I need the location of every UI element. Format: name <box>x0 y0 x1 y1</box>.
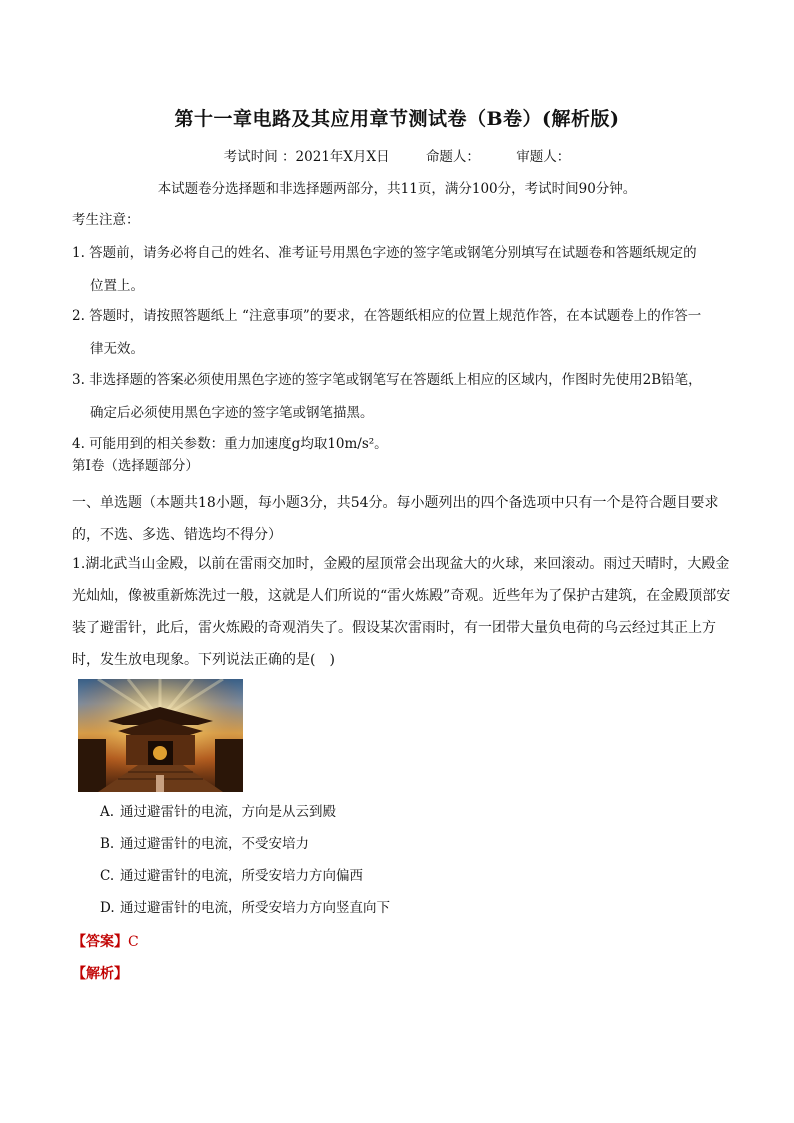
option-letter: C. <box>100 868 115 884</box>
notice-line-continued: 确定后必须使用黑色字迹的签字笔或钢笔描黑。 <box>90 405 374 421</box>
option-text: 通过避雷针的电流，所受安培力方向偏西 <box>120 868 363 884</box>
analysis-label: 【解析】 <box>72 966 128 982</box>
option-text: 通过避雷针的电流，所受安培力方向竖直向下 <box>120 900 390 916</box>
page-title: 第十一章电路及其应用章节测试卷（B卷）(解析版) <box>174 108 620 130</box>
notice-item <box>72 432 732 452</box>
option-b <box>100 835 700 867</box>
option-c <box>100 867 700 899</box>
question-text: 1.湖北武当山金殿，以前在雷雨交加时，金殿的屋顶常会出现盆大的火球，来回滚动。雨过天晴时，大殿金光灿灿，像被重新炼洗过一般，这就是人们所说的“雷火炼殿”奇观。近些年为了保护古建筑，在金殿顶部安装了避雷针，此后，雷火炼殿的奇观消失了。假设某次雷雨时，有一团带大量负电荷的乌云经过其正上方时，发生放电现象。下列说法正确的是( ) <box>72 556 731 668</box>
golden-hall-photo <box>78 679 243 792</box>
section-heading: 一、单选题（本题共18小题，每小题3分，共54分。每小题列出的四个备选项中只有一个是符合题目要求的，不选、多选、错选均不得分） <box>72 495 719 543</box>
option-a <box>100 803 700 835</box>
option-letter: D. <box>100 900 115 916</box>
notice-item <box>72 368 732 421</box>
option-d <box>100 899 700 931</box>
answer-label: 【答案】 <box>72 934 128 950</box>
exam-intro: 本试题卷分选择题和非选择题两部分，共11页，满分100分，考试时间90分钟。 <box>157 181 637 197</box>
notice-item <box>72 304 732 357</box>
notice-heading: 考生注意： <box>72 212 140 228</box>
option-text: 通过避雷针的电流，不受安培力 <box>120 836 309 852</box>
notice-line-continued: 位置上。 <box>90 278 144 294</box>
notice-line: 4. 可能用到的相关参数：重力加速度g均取10m/s²。 <box>72 436 388 452</box>
answer-options <box>100 803 700 931</box>
answer-value: C <box>128 934 139 950</box>
answer-line <box>72 931 139 951</box>
option-letter: B. <box>100 836 115 852</box>
notice-item <box>72 241 732 294</box>
option-letter: A. <box>100 804 115 820</box>
exam-meta <box>0 145 794 165</box>
part-heading: 第I卷（选择题部分） <box>72 458 199 474</box>
option-text: 通过避雷针的电流，方向是从云到殿 <box>120 804 336 820</box>
notice-line: 3. 非选择题的答案必须使用黑色字迹的签字笔或钢笔写在答题纸上相应的区域内，作图时先使用2B铅笔， <box>72 372 702 388</box>
exam-time: 考试时间 ：2021年X月X日 <box>223 149 390 165</box>
notice-line: 2. 答题时，请按照答题纸上 “注意事项”的要求，在答题纸相应的位置上规范作答，在本试题卷上的作答一 <box>72 308 702 324</box>
notice-line-continued: 律无效。 <box>90 341 144 357</box>
notice-line: 1. 答题前，请务必将自己的姓名、准考证号用黑色字迹的签字笔或钢笔分别填写在试题卷和答题纸规定的 <box>72 245 697 261</box>
exam-reviewer: 审题人： <box>516 149 571 165</box>
exam-author: 命题人： <box>425 149 480 165</box>
